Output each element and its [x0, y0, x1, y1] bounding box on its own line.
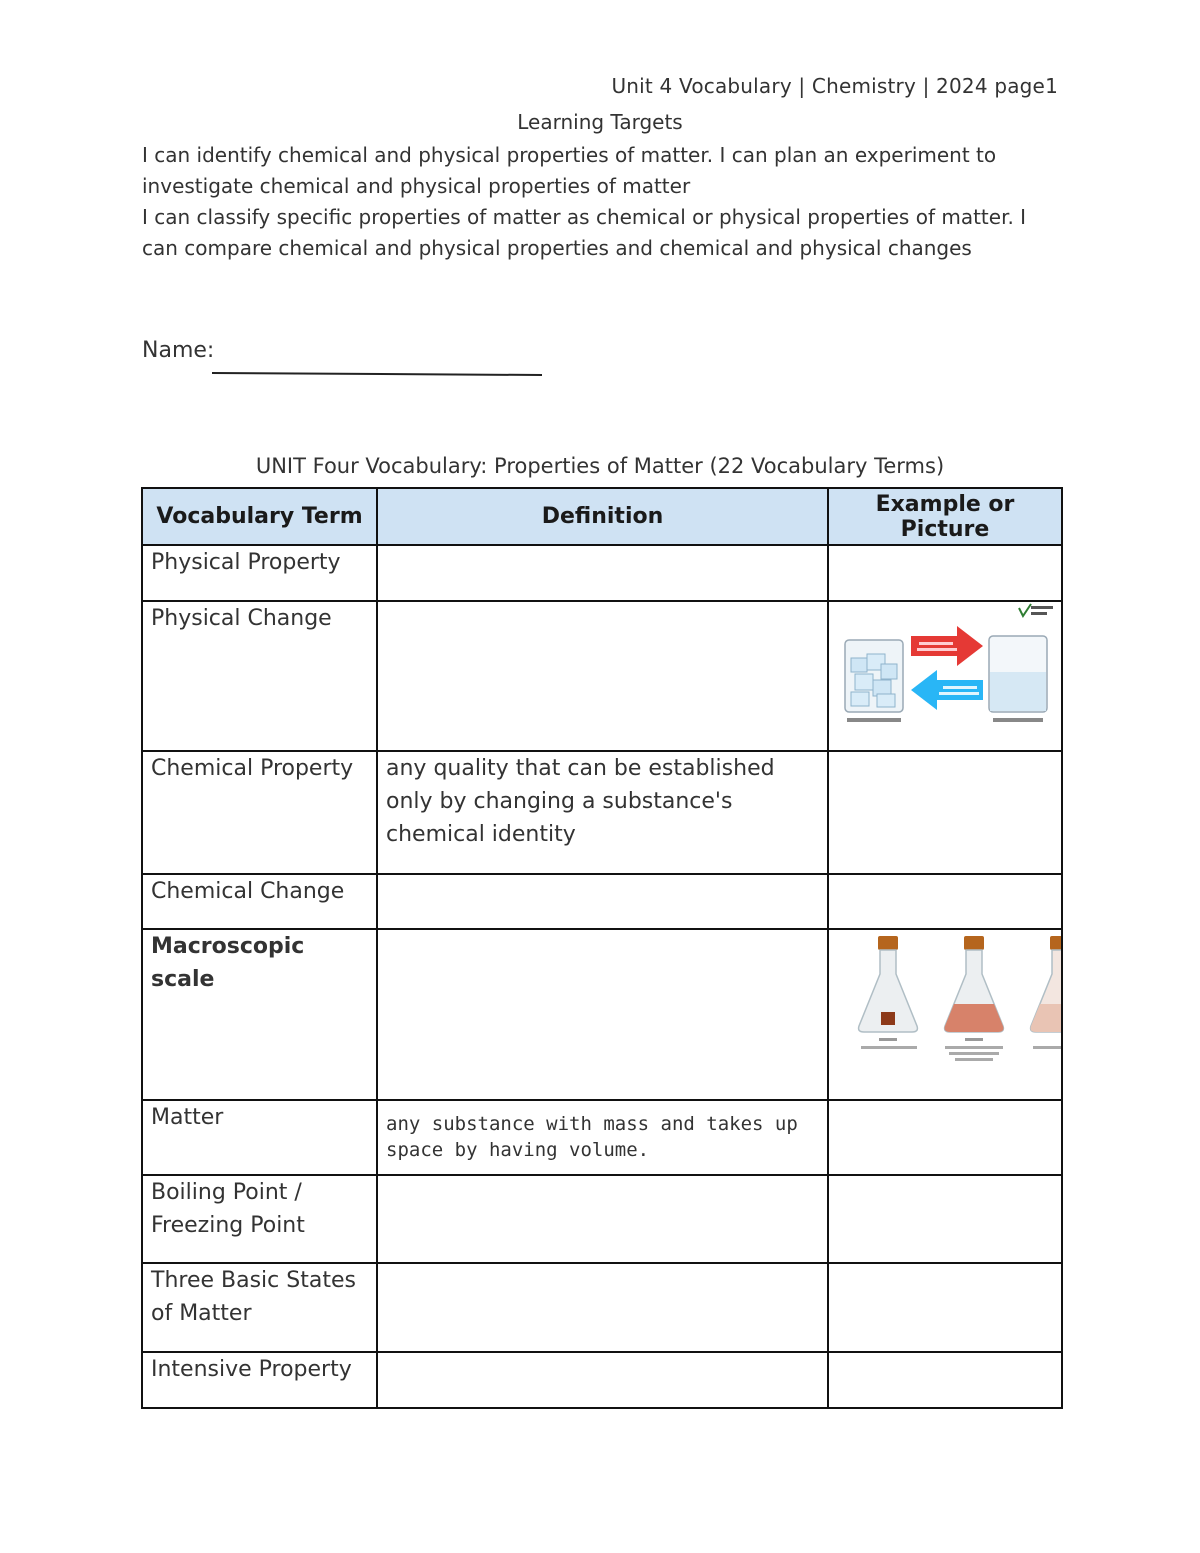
learning-target-2: I can classify specific properties of matter as chemical or physical properties of matter. I can compare chemical and physical properties and chemical and physical changes	[142, 205, 1027, 260]
example-cell[interactable]	[828, 1263, 1062, 1352]
table-header-row	[142, 488, 1062, 545]
beakers-ice-water-icon	[837, 602, 1059, 732]
term-cell: Boiling Point / Freezing Point	[142, 1175, 377, 1263]
table-row	[142, 1352, 1062, 1408]
learning-target-1: I can identify chemical and physical properties of matter. I can plan an experiment to investigate chemical and physical properties of matter	[142, 143, 997, 198]
example-cell[interactable]	[828, 1352, 1062, 1408]
table-title: UNIT Four Vocabulary: Properties of Matter (22 Vocabulary Terms)	[255, 454, 945, 478]
table-row	[142, 1263, 1062, 1352]
example-cell[interactable]	[828, 601, 1062, 751]
example-cell[interactable]	[828, 874, 1062, 929]
example-cell[interactable]	[828, 1100, 1062, 1175]
name-label: Name:	[142, 338, 215, 363]
term-cell: Matter	[142, 1100, 377, 1175]
header-example: Example or Picture	[828, 488, 1062, 545]
definition-cell[interactable]: any substance with mass and takes up space by having volume.	[377, 1100, 828, 1175]
term-cell: Physical Change	[142, 601, 377, 751]
table-row	[142, 545, 1062, 601]
erlenmeyer-flasks-icon	[837, 930, 1062, 1070]
definition-cell[interactable]	[377, 1263, 828, 1352]
example-cell[interactable]	[828, 545, 1062, 601]
table-row	[142, 601, 1062, 751]
term-cell: Chemical Change	[142, 874, 377, 929]
definition-cell[interactable]: any quality that can be established only by changing a substance's chemical identity	[377, 751, 828, 874]
learning-targets-title: Learning Targets	[517, 110, 683, 134]
definition-cell[interactable]	[377, 929, 828, 1100]
definition-cell[interactable]	[377, 874, 828, 929]
term-cell: Physical Property	[142, 545, 377, 601]
definition-cell[interactable]	[377, 1175, 828, 1263]
term-cell: Chemical Property	[142, 751, 377, 874]
definition-cell[interactable]	[377, 1352, 828, 1408]
header-vocabulary-term: Vocabulary Term	[142, 488, 377, 545]
table-row	[142, 1175, 1062, 1263]
example-cell[interactable]	[828, 1175, 1062, 1263]
term-cell: Three Basic States of Matter	[142, 1263, 377, 1352]
table-row	[142, 751, 1062, 874]
term-cell: Intensive Property	[142, 1352, 377, 1408]
term-cell: Macroscopic scale	[142, 929, 377, 1100]
vocabulary-table	[141, 487, 1063, 1409]
name-field-line[interactable]	[212, 372, 542, 376]
learning-targets	[142, 140, 1062, 264]
page-header: Unit 4 Vocabulary | Chemistry | 2024 page1	[611, 74, 1058, 98]
table-row	[142, 929, 1062, 1100]
example-cell[interactable]	[828, 751, 1062, 874]
table-row	[142, 1100, 1062, 1175]
example-cell[interactable]	[828, 929, 1062, 1100]
table-row	[142, 874, 1062, 929]
header-definition: Definition	[377, 488, 828, 545]
definition-cell[interactable]	[377, 545, 828, 601]
definition-cell[interactable]	[377, 601, 828, 751]
